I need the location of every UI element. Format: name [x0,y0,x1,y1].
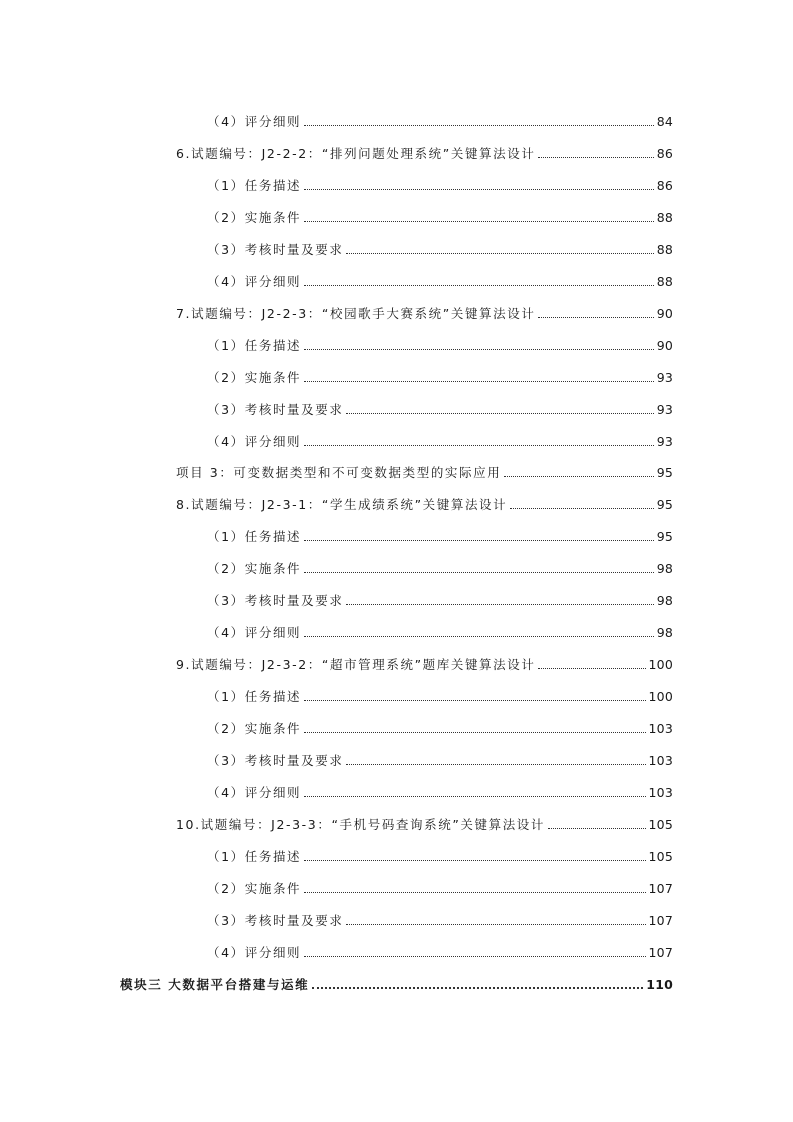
dot-leader [304,189,654,190]
dot-leader [510,508,653,509]
toc-subsection-entry[interactable] [207,587,673,609]
toc-subsection-entry[interactable] [207,683,673,705]
toc-subsection-entry[interactable] [207,875,673,897]
toc-subsection-entry[interactable] [207,396,673,418]
toc-entry-page-number: 105 [648,848,673,864]
dot-leader [312,987,643,989]
dot-leader [538,668,645,669]
dot-leader [504,476,653,477]
toc-subsection-entry[interactable] [207,555,673,577]
toc-entry-page-number: 95 [656,465,673,481]
toc-subsection-entry[interactable] [207,907,673,929]
toc-subsection-entry[interactable] [207,619,673,641]
toc-entry-page-number: 103 [648,753,673,768]
dot-leader [538,157,653,158]
dot-leader [304,796,645,797]
dot-leader [346,413,653,414]
toc-entry-page-number: 110 [646,976,673,992]
toc-entry-title: 6.试题编号：J2-2-2：“排列问题处理系统”关键算法设计 [176,145,536,161]
toc-entry-page-number: 86 [656,145,673,161]
toc-subsection-entry[interactable] [207,779,673,801]
toc-entry-page-number: 93 [656,369,673,385]
toc-section-entry[interactable] [176,459,673,481]
toc-entry-page-number: 103 [648,721,673,737]
toc-subsection-entry[interactable] [207,939,673,961]
toc-entry-title: 项目 3：可变数据类型和不可变数据类型的实际应用 [176,465,502,481]
dot-leader [304,636,654,637]
toc-entry-page-number: 100 [648,657,673,673]
toc-entry-page-number: 95 [656,529,673,545]
toc-entry-title: （3）考核时量及要求 [207,753,344,768]
toc-entry-title: （2）实施条件 [207,561,302,577]
toc-entry-title: （3）考核时量及要求 [207,241,344,257]
toc-subsection-entry[interactable] [207,204,673,226]
toc-entry-title: （1）任务描述 [207,848,302,864]
toc-entry-title: （1）任务描述 [207,529,302,545]
toc-section-entry[interactable] [176,491,673,513]
toc-entry-page-number: 107 [648,880,673,896]
dot-leader [304,572,654,573]
toc-module-entry[interactable] [120,971,673,993]
toc-entry-page-number: 107 [648,912,673,928]
toc-subsection-entry[interactable] [207,364,673,386]
toc-entry-page-number: 103 [648,784,673,800]
toc-subsection-entry[interactable] [207,747,673,769]
toc-entry-page-number: 84 [656,114,673,129]
toc-subsection-entry[interactable] [207,428,673,450]
toc-entry-page-number: 98 [656,625,673,641]
toc-entry-page-number: 98 [656,593,673,609]
toc-entry-title: 8.试题编号：J2-3-1：“学生成绩系统”关键算法设计 [176,497,508,513]
toc-entry-title: （2）实施条件 [207,721,302,737]
dot-leader [304,285,654,286]
toc-section-entry[interactable] [176,811,673,833]
toc-entry-page-number: 95 [656,497,673,513]
dot-leader [304,445,654,446]
toc-entry-title: （4）评分细则 [207,433,302,449]
toc-entry-title: （4）评分细则 [207,273,302,289]
toc-entry-page-number: 107 [648,944,673,960]
toc-section-entry[interactable] [176,140,673,162]
toc-subsection-entry[interactable] [207,172,673,194]
toc-entry-page-number: 90 [656,305,673,321]
toc-entry-page-number: 88 [656,273,673,289]
dot-leader [304,125,654,126]
toc-entry-title: （3）考核时量及要求 [207,593,344,609]
toc-entry-title: （3）考核时量及要求 [207,912,344,928]
toc-entry-page-number: 98 [656,561,673,577]
toc-entry-title: （4）评分细则 [207,625,302,641]
toc-entry-title: （4）评分细则 [207,114,302,129]
toc-section-entry[interactable] [176,300,673,322]
dot-leader [304,860,645,861]
toc-entry-title: （2）实施条件 [207,880,302,896]
toc-entry-title: （1）任务描述 [207,689,302,705]
toc-entry-title: 10.试题编号：J2-3-3：“手机号码查询系统”关键算法设计 [176,816,545,832]
dot-leader [304,956,645,957]
toc-entry-title: 7.试题编号：J2-2-3：“校园歌手大赛系统”关键算法设计 [176,305,536,321]
toc-entry-title: （4）评分细则 [207,784,302,800]
dot-leader [346,604,653,605]
dot-leader [538,317,653,318]
dot-leader [346,764,645,765]
toc-subsection-entry[interactable] [207,843,673,865]
toc-subsection-entry[interactable] [207,108,673,130]
dot-leader [346,253,653,254]
toc-section-entry[interactable] [176,651,673,673]
toc-entry-title: （4）评分细则 [207,944,302,960]
dot-leader [346,924,645,925]
toc-entry-page-number: 90 [656,337,673,353]
dot-leader [304,381,654,382]
toc-entry-title: （2）实施条件 [207,369,302,385]
toc-subsection-entry[interactable] [207,715,673,737]
toc-entry-page-number: 88 [656,241,673,257]
toc-entry-title: （1）任务描述 [207,337,302,353]
dot-leader [304,700,645,701]
toc-subsection-entry[interactable] [207,332,673,354]
toc-subsection-entry[interactable] [207,268,673,290]
toc-entry-page-number: 105 [648,816,673,832]
toc-entry-title: （3）考核时量及要求 [207,401,344,417]
dot-leader [304,540,654,541]
dot-leader [304,349,654,350]
toc-entry-page-number: 93 [656,401,673,417]
toc-entry-title: 9.试题编号：J2-3-2：“超市管理系统”题库关键算法设计 [176,657,536,673]
toc-subsection-entry[interactable] [207,236,673,258]
toc-subsection-entry[interactable] [207,523,673,545]
toc-entry-title: （1）任务描述 [207,177,302,193]
dot-leader [548,828,646,829]
toc-entry-page-number: 100 [648,689,673,705]
toc-entry-title: 模块三 大数据平台搭建与运维 [120,976,310,992]
dot-leader [304,221,654,222]
dot-leader [304,732,645,733]
toc-entry-title: （2）实施条件 [207,209,302,225]
toc-entry-page-number: 88 [656,209,673,225]
toc-entry-page-number: 93 [656,433,673,449]
dot-leader [304,892,645,893]
toc-entry-page-number: 86 [656,177,673,193]
